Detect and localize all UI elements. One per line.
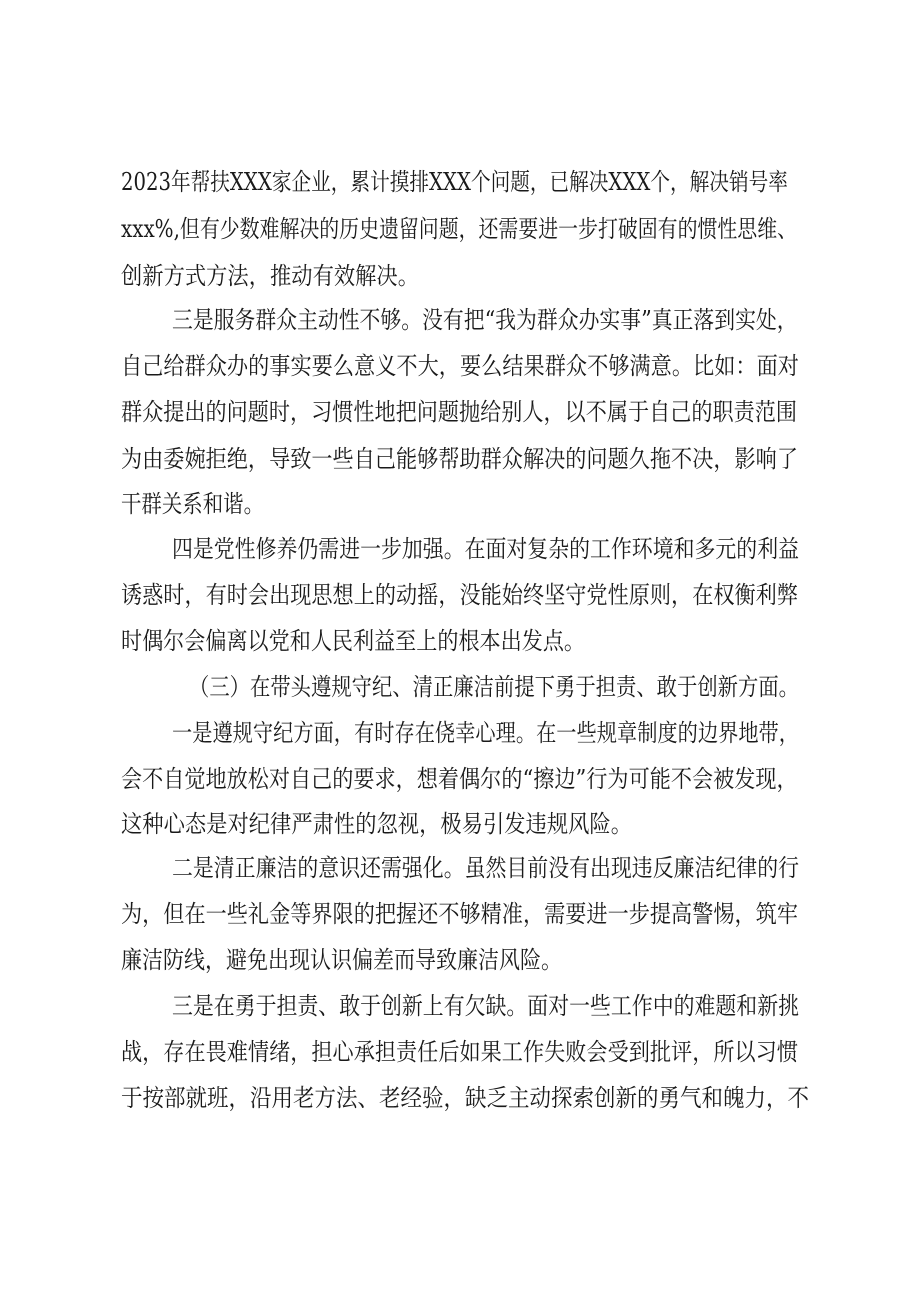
- text-line: 诱惑时，有时会出现思想上的动摇，没能始终坚守党性原则，在权衡利弊: [121, 581, 798, 609]
- text-line: 会不自觉地放松对自己的要求，想着偶尔的“擦边”行为可能不会被发现，: [121, 765, 798, 793]
- text-line: 廉洁防线，避免出现认识偏差而导致廉洁风险。: [121, 946, 562, 974]
- text-line: 这种心态是对纪律严肃性的忽视，极易引发违规风险。: [121, 810, 632, 838]
- text-line: 为由委婉拒绝，导致一些自己能够帮助群众解决的问题久拖不决，影响了: [121, 445, 798, 473]
- text-line: 时偶尔会偏离以党和人民利益至上的根本出发点。: [121, 627, 585, 655]
- text-line: 群众提出的问题时，习惯性地把问题抛给别人，以不属于自己的职责范围: [121, 398, 797, 426]
- text-line: 战，存在畏难情绪，担心承担责任后如果工作失败会受到批评，所以习惯: [121, 1038, 798, 1066]
- text-line: 为，但在一些礼金等界限的把握还不够精准，需要进一步提高警惕，筑牢: [121, 900, 798, 928]
- paragraph-start-line: 二是清正廉洁的意识还需强化。虽然目前没有出现违反廉洁纪律的行: [172, 854, 799, 882]
- paragraph-start-line: 四是党性修养仍需进一步加强。在面对复杂的工作环境和多元的利益: [172, 535, 799, 563]
- text-line: 2023年帮扶XXX家企业，累计摸排XXX个问题，已解决XXX个，解决销号率: [121, 168, 788, 196]
- paragraph-start-line: 三是服务群众主动性不够。没有把“我为群众办实事”真正落到实处，: [172, 306, 798, 334]
- text-line: xxx%,但有少数难解决的历史遗留问题，还需要进一步打破固有的惯性思维、: [121, 215, 798, 243]
- text-line: 干群关系和谐。: [121, 490, 264, 518]
- paragraph-start-line: 一是遵规守纪方面，有时存在侥幸心理。在一些规章制度的边界地带，: [172, 719, 799, 747]
- paragraph-start-line: 三是在勇于担责、敢于创新上有欠缺。面对一些工作中的难题和新挑: [172, 992, 799, 1020]
- text-line: 自己给群众办的事实要么意义不大，要么结果群众不够满意。比如：面对: [121, 352, 799, 380]
- text-line: 于按部就班，沿用老方法、老经验，缺乏主动探索创新的勇气和魄力，不: [121, 1084, 809, 1112]
- text-line: 创新方式方法，推动有效解决。: [121, 262, 419, 290]
- section-heading: （三）在带头遵规守纪、清正廉洁前提下勇于担责、敢于创新方面。: [189, 673, 799, 701]
